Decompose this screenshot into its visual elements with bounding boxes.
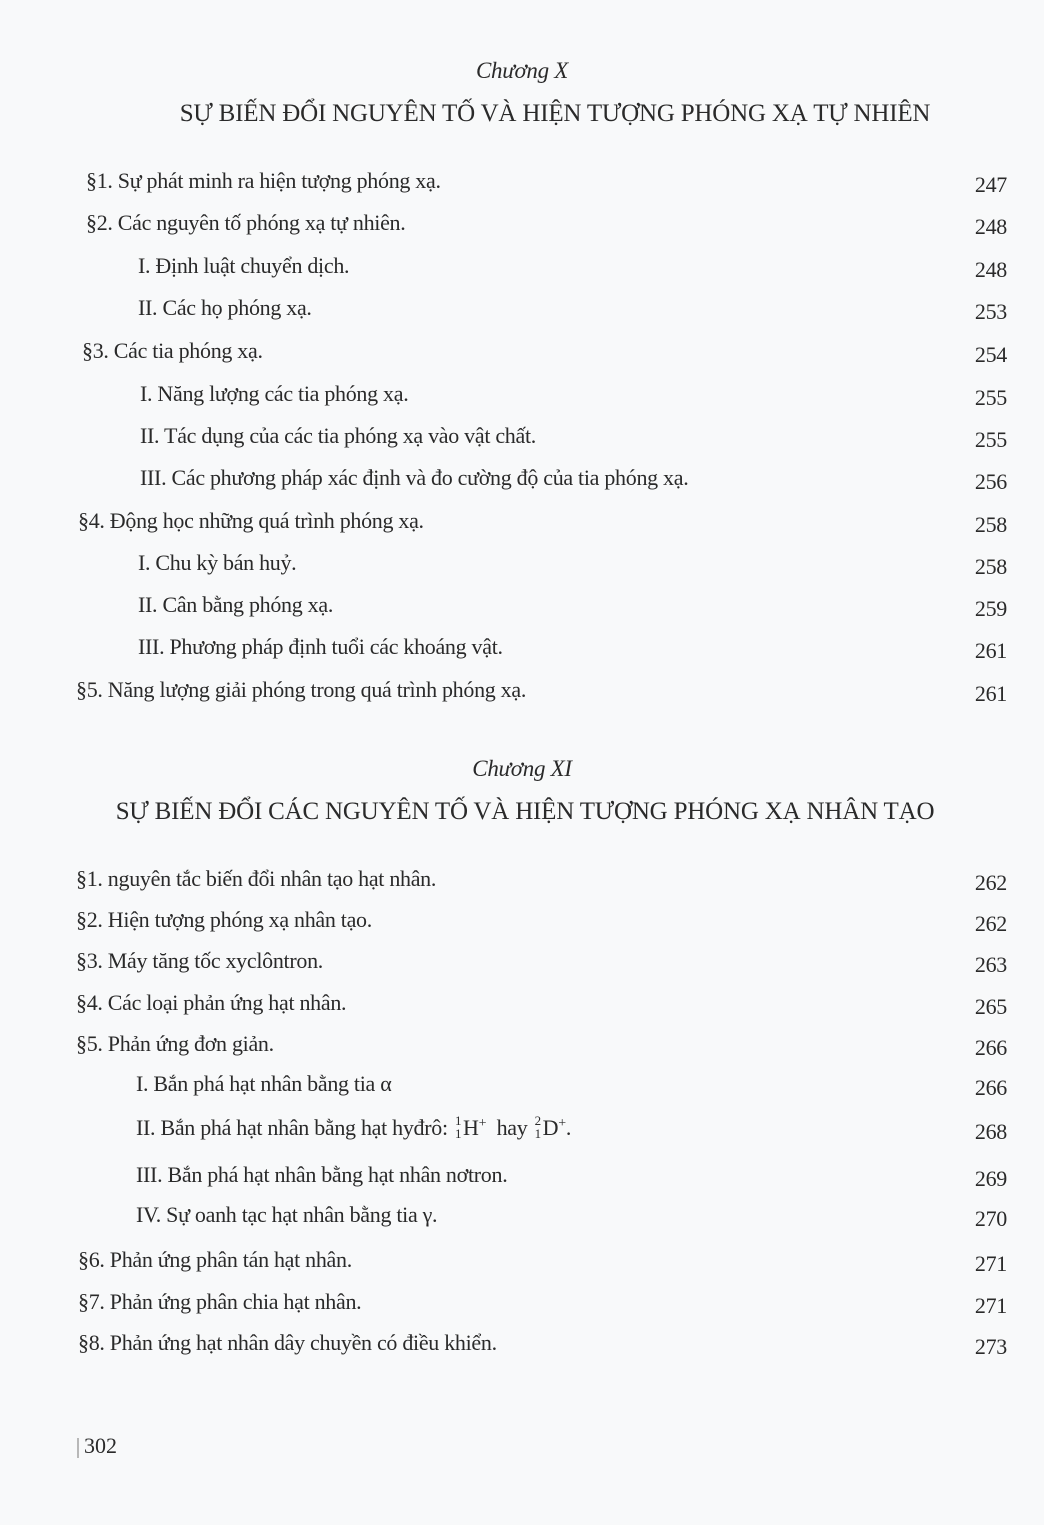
toc-entry: [0, 168, 1044, 198]
toc-subentry: [0, 1115, 1044, 1145]
toc-entry-label: II. Tác dụng của các tia phóng xạ vào vật chất.: [140, 423, 536, 448]
toc-entry-label: §4. Động học những quá trình phóng xạ.: [78, 508, 424, 533]
toc-entry-label: II. Cân bằng phóng xạ.: [138, 592, 334, 617]
toc-entry-label: IV. Sự oanh tạc hạt nhân bằng tia γ.: [136, 1202, 438, 1227]
toc-entry-page: 248: [974, 257, 1007, 282]
page-margin-mark: [77, 1438, 79, 1458]
toc-entry-label: I. Năng lượng các tia phóng xạ.: [140, 381, 409, 406]
toc-subentry: [0, 465, 1044, 495]
toc-subentry: [0, 253, 1044, 283]
toc-entry-label: §6. Phản ứng phân tán hạt nhân.: [78, 1247, 352, 1272]
toc-entry-page: 253: [974, 299, 1007, 324]
toc-entry-page: 258: [974, 512, 1007, 537]
toc-entry-page: 271: [974, 1251, 1007, 1276]
page-number: 302: [84, 1433, 117, 1458]
toc-entry-page: 265: [974, 994, 1007, 1019]
toc-entry-page: 271: [974, 1293, 1007, 1318]
toc-entry-page: 259: [974, 596, 1007, 621]
toc-entry-label: I. Bắn phá hạt nhân bằng tia α: [136, 1071, 392, 1096]
chapter-label: Chương X: [475, 58, 569, 83]
toc-entry-label: §4. Các loại phản ứng hạt nhân.: [76, 990, 347, 1015]
toc-entry-page: 255: [974, 385, 1007, 410]
toc-entry-page: 261: [974, 638, 1007, 663]
chapter-title: SỰ BIẾN ĐỔI CÁC NGUYÊN TỐ VÀ HIỆN TƯỢNG PHÓNG XẠ NHÂN TẠO: [115, 798, 935, 825]
toc-entry-label-with-formula: II. Bắn phá hạt nhân bằng hạt hyđrô: 1 1 H+ hay 2 1 D+.: [136, 1113, 572, 1141]
toc-entry-page: 262: [974, 870, 1007, 895]
toc-entry: [0, 508, 1044, 538]
toc-entry-page: 248: [974, 214, 1007, 239]
toc-entry-label: §3. Các tia phóng xạ.: [82, 338, 263, 363]
hydrogen-isotope-notation: 1 1: [454, 1113, 462, 1141]
toc-entry-label: §5. Năng lượng giải phóng trong quá trình phóng xạ.: [76, 677, 527, 702]
toc-entry-page: 268: [974, 1119, 1007, 1144]
toc-subentry: [0, 423, 1044, 453]
toc-entry-label: III. Phương pháp định tuổi các khoáng vật.: [138, 634, 503, 659]
toc-entry-label: I. Chu kỳ bán huỷ.: [138, 550, 297, 575]
toc-entry: [0, 1330, 1044, 1360]
toc-entry: [0, 866, 1044, 896]
toc-subentry: [0, 1071, 1044, 1101]
deuterium-isotope-notation: 2 1: [534, 1113, 541, 1141]
toc-entry: [0, 990, 1044, 1020]
toc-entry-page: 269: [974, 1166, 1007, 1191]
toc-subentry: [0, 381, 1044, 411]
toc-entry-text: II. Bắn phá hạt nhân bằng hạt hyđrô:: [136, 1115, 448, 1140]
toc-entry-label: I. Định luật chuyển dịch.: [138, 253, 350, 278]
toc-entry-label: §5. Phản ứng đơn giản.: [76, 1031, 274, 1056]
toc-entry-page: 273: [974, 1334, 1007, 1359]
toc-entry: [0, 1247, 1044, 1277]
toc-entry: [0, 907, 1044, 937]
toc-entry-page: 263: [974, 952, 1007, 977]
toc-entry-label: §7. Phản ứng phân chia hạt nhân.: [78, 1289, 362, 1314]
toc-entry: [0, 948, 1044, 978]
toc-entry-label: II. Các họ phóng xạ.: [138, 295, 312, 320]
toc-subentry: [0, 1162, 1044, 1192]
toc-entry: [0, 677, 1044, 707]
toc-subentry: [0, 550, 1044, 580]
toc-subentry: [0, 1202, 1044, 1232]
toc-entry-label: §1. Sự phát minh ra hiện tượng phóng xạ.: [86, 168, 441, 193]
toc-entry-page: 261: [974, 681, 1007, 706]
toc-entry-label: III. Bắn phá hạt nhân bằng hạt nhân nơtron.: [136, 1162, 508, 1187]
toc-subentry: [0, 295, 1044, 325]
toc-entry-label: §3. Máy tăng tốc xyclôntron.: [76, 948, 323, 973]
toc-subentry: [0, 634, 1044, 664]
toc-entry: [0, 338, 1044, 368]
toc-entry-page: 258: [974, 554, 1007, 579]
toc-entry-page: 254: [974, 342, 1007, 367]
toc-subentry: [0, 592, 1044, 622]
toc-entry: [0, 1031, 1044, 1061]
toc-entry-label: III. Các phương pháp xác định và đo cường độ của tia phóng xạ.: [140, 465, 689, 490]
toc-entry-page: 247: [974, 172, 1007, 197]
chapter-label: Chương XI: [472, 756, 572, 781]
chapter-title: SỰ BIẾN ĐỔI NGUYÊN TỐ VÀ HIỆN TƯỢNG PHÓNG XẠ TỰ NHIÊN: [179, 100, 931, 127]
toc-entry-page: 256: [974, 469, 1007, 494]
toc-entry-label: §2. Các nguyên tố phóng xạ tự nhiên.: [86, 210, 406, 235]
toc-entry-page: 266: [974, 1035, 1007, 1060]
toc-entry-page: 255: [974, 427, 1007, 452]
toc-entry: [0, 1289, 1044, 1319]
toc-entry-page: 270: [974, 1206, 1007, 1231]
toc-entry: [0, 210, 1044, 240]
toc-entry-page: 266: [974, 1075, 1007, 1100]
toc-entry-label: §8. Phản ứng hạt nhân dây chuyền có điều khiển.: [78, 1330, 497, 1355]
toc-entry-page: 262: [974, 911, 1007, 936]
toc-entry-label: §1. nguyên tắc biến đổi nhân tạo hạt nhân.: [76, 866, 437, 891]
toc-entry-label: §2. Hiện tượng phóng xạ nhân tạo.: [76, 907, 372, 932]
